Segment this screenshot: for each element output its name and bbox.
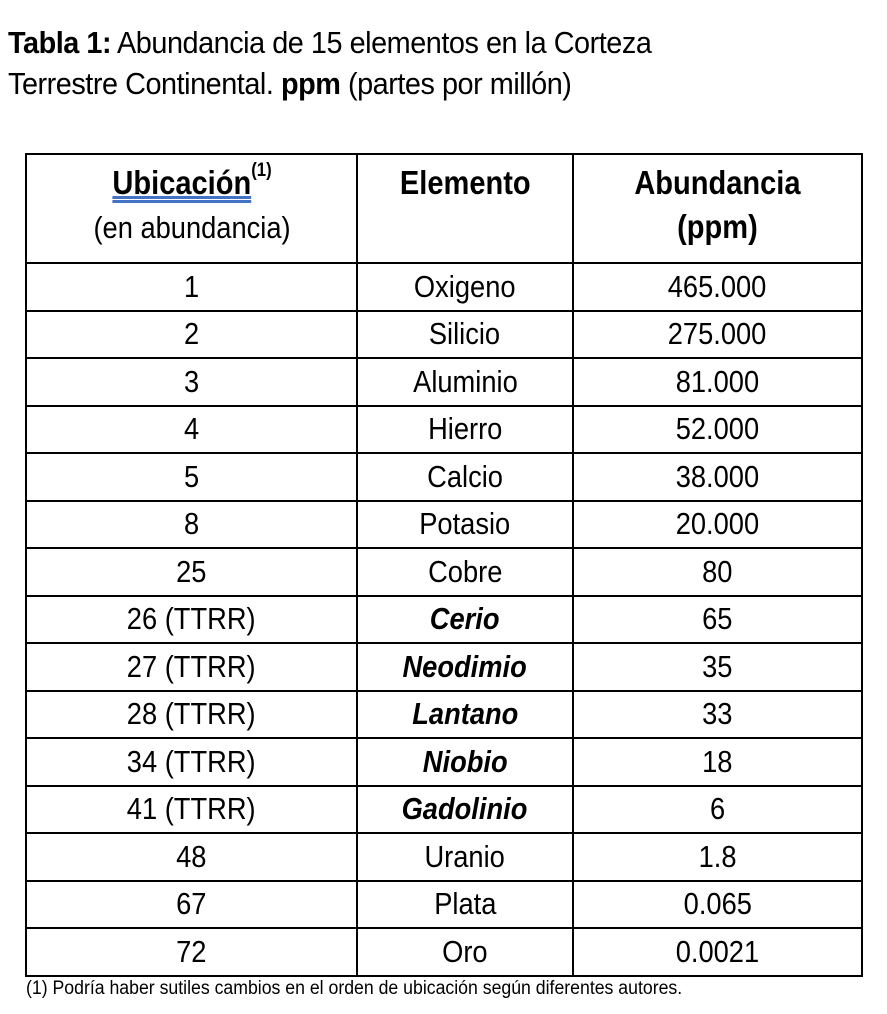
cell-abundance-text: 465.000 [668,268,767,304]
cell-rank-text: 5 [184,458,200,494]
footnote-ref: (1) [250,160,272,181]
cell-element-text: Oro [442,933,488,969]
cell-element [357,738,573,786]
cell-rank [26,643,357,691]
cell-element [357,691,573,739]
cell-abundance-text: 80 [702,553,733,589]
cell-rank [26,311,357,359]
cell-abundance-text: 38.000 [675,458,760,494]
caption-unit: ppm [280,66,341,101]
cell-rank-text: 34 (TTRR) [127,743,257,779]
cell-element [357,928,573,976]
cell-element [357,643,573,691]
cell-abundance [573,738,862,786]
cell-rank-text: 67 [176,886,207,922]
cell-abundance [573,263,862,311]
cell-element [357,406,573,454]
cell-element-text: Cerio [430,601,500,637]
cell-abundance [573,928,862,976]
cell-rank [26,691,357,739]
cell-rank [26,738,357,786]
cell-rank [26,453,357,501]
cell-abundance [573,833,862,881]
cell-rank-text: 48 [176,838,207,874]
cell-rank-text: 3 [184,363,200,399]
table-row [26,548,862,596]
cell-element [357,833,573,881]
table-row [26,501,862,549]
cell-abundance [573,453,862,501]
cell-element-text: Hierro [427,411,503,447]
table-row [26,263,862,311]
table-row [26,643,862,691]
header-abundance-label: Abundancia [634,164,801,201]
cell-element-text: Potasio [419,506,511,542]
cell-rank-text: 72 [176,933,207,969]
header-element [357,154,573,263]
cell-rank [26,358,357,406]
cell-abundance-text: 35 [702,648,733,684]
cell-abundance-text: 18 [702,743,733,779]
cell-element [357,263,573,311]
cell-element-text: Neodimio [402,648,528,684]
cell-rank [26,881,357,929]
cell-element-text: Silicio [429,316,501,352]
cell-element [357,501,573,549]
header-row [26,154,862,263]
cell-rank [26,501,357,549]
cell-rank-text: 2 [184,316,200,352]
cell-abundance [573,358,862,406]
header-rank [26,154,357,263]
cell-abundance-text: 1.8 [698,838,737,874]
cell-element [357,596,573,644]
cell-abundance [573,691,862,739]
header-rank-sub: (en abundancia) [93,210,291,245]
cell-rank-text: 27 (TTRR) [127,648,257,684]
cell-abundance [573,501,862,549]
cell-rank-text: 41 (TTRR) [127,791,257,827]
table-row [26,691,862,739]
cell-rank-text: 1 [184,268,200,304]
cell-rank [26,263,357,311]
table-row [26,596,862,644]
abundance-table [25,153,863,977]
cell-abundance [573,311,862,359]
cell-abundance-text: 275.000 [668,316,767,352]
table-caption [8,22,651,104]
cell-element [357,311,573,359]
cell-element [357,358,573,406]
cell-element-text: Calcio [427,458,503,494]
cell-abundance-text: 6 [709,791,725,827]
cell-element-text: Oxigeno [414,268,516,304]
cell-abundance-text: 0.065 [683,886,752,922]
table-row [26,738,862,786]
cell-abundance-text: 65 [702,601,733,637]
cell-abundance-text: 20.000 [675,506,760,542]
cell-abundance-text: 52.000 [675,411,760,447]
table-row [26,786,862,834]
cell-element-text: Lantano [411,696,519,732]
cell-abundance-text: 33 [702,696,733,732]
cell-abundance [573,881,862,929]
caption-unit-desc: (partes por millón) [340,66,572,101]
cell-element-text: Gadolinio [402,791,528,827]
table-row [26,833,862,881]
cell-element-text: Niobio [422,743,508,779]
header-element-label: Elemento [399,164,531,201]
cell-element [357,453,573,501]
cell-element-text: Aluminio [412,363,518,399]
cell-abundance [573,596,862,644]
cell-element-text: Uranio [424,838,506,874]
cell-element [357,881,573,929]
cell-element-text: Plata [433,886,497,922]
caption-line-2 [8,63,651,104]
cell-rank-text: 8 [184,506,200,542]
cell-rank [26,596,357,644]
cell-rank [26,406,357,454]
cell-rank [26,833,357,881]
header-rank-title: Ubicación [111,164,251,201]
cell-abundance [573,643,862,691]
cell-rank-text: 28 (TTRR) [127,696,257,732]
cell-rank [26,928,357,976]
caption-label: Tabla 1: [8,25,112,60]
cell-element [357,548,573,596]
table-row [26,406,862,454]
table-row [26,358,862,406]
cell-rank-text: 4 [184,411,200,447]
cell-abundance-text: 81.000 [675,363,760,399]
cell-abundance [573,548,862,596]
cell-abundance-text: 0.0021 [675,933,760,969]
table-row [26,453,862,501]
caption-text-2: Terrestre Continental. [8,66,281,101]
table-row [26,881,862,929]
cell-rank-text: 25 [176,553,207,589]
header-abundance [573,154,862,263]
cell-abundance [573,406,862,454]
table-row [26,928,862,976]
cell-rank-text: 26 (TTRR) [127,601,257,637]
cell-rank [26,786,357,834]
caption-line-1 [8,22,651,63]
cell-rank [26,548,357,596]
footnote: (1) Podría haber sutiles cambios en el orden de ubicación según diferentes autores. [26,978,683,999]
cell-element [357,786,573,834]
header-abundance-unit: (ppm) [677,208,758,245]
cell-abundance [573,786,862,834]
table-row [26,311,862,359]
caption-text: Abundancia de 15 elementos en la Corteza [111,25,652,60]
cell-element-text: Cobre [427,553,503,589]
